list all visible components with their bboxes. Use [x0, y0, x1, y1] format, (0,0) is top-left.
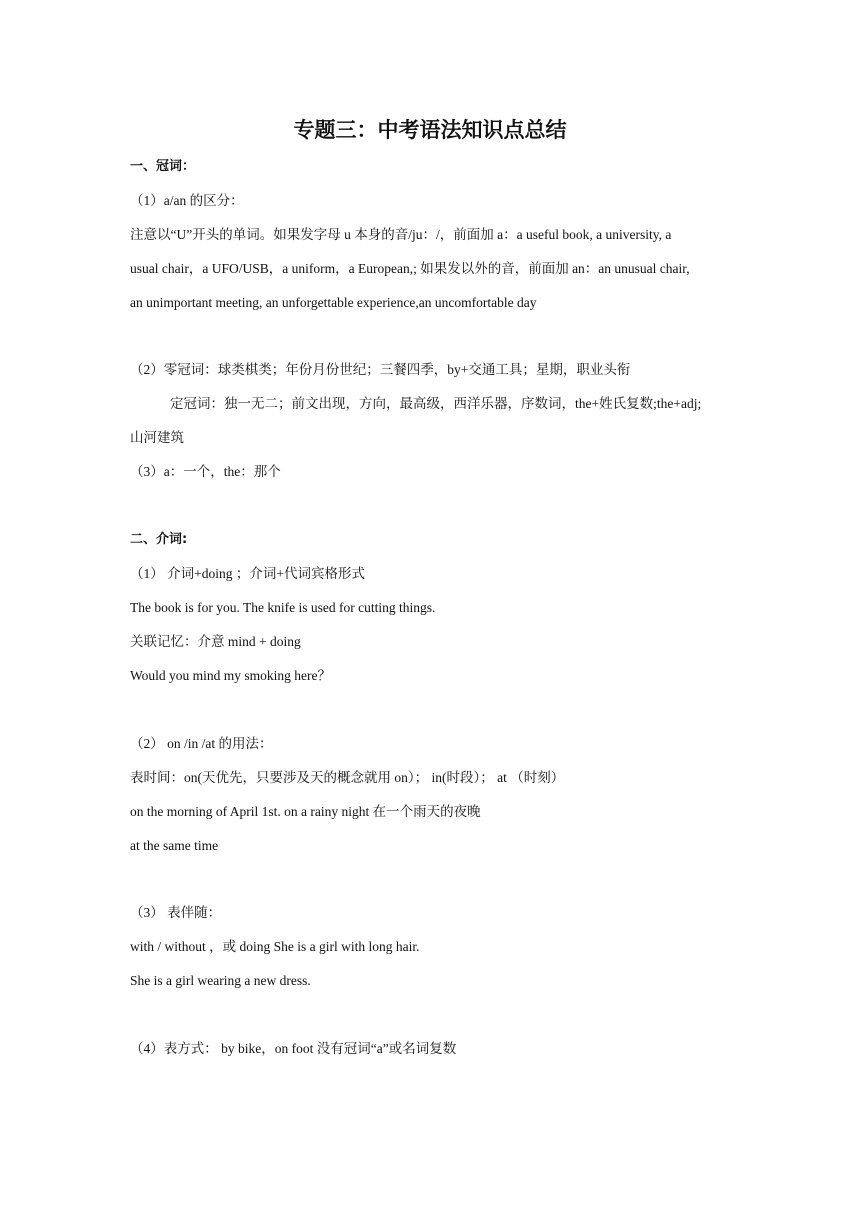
paragraph-line: on the morning of April 1st. on a rainy night 在一个雨天的夜晚 — [130, 804, 481, 819]
paragraph-line: an unimportant meeting, an unforgettable experience,an uncomfortable day — [130, 295, 537, 310]
paragraph-line: 定冠词：独一无二；前文出现，方向，最高级，西洋乐器，序数词，the+姓氏复数;the+adj; — [170, 396, 702, 411]
paragraph-line: 山河建筑 — [130, 430, 184, 445]
paragraph-line: at the same time — [130, 838, 219, 853]
paragraph-line: 注意以“U”开头的单词。如果发字母 u 本身的音/ju：/，前面加 a：a useful book, a university, a — [130, 227, 672, 242]
paragraph-line: （2）零冠词：球类棋类；年份月份世纪；三餐四季，by+交通工具；星期，职业头衔 — [130, 362, 631, 377]
paragraph-line: 表时间：on(天优先，只要涉及天的概念就用 on）； in(时段）； at （时刻） — [130, 770, 565, 785]
paragraph-line: （3）a：一个，the：那个 — [130, 464, 281, 479]
paragraph-line: （1） 介词+doing ；介词+代词宾格形式 — [130, 566, 365, 581]
paragraph-line: with / without ，或 doing She is a girl with long hair. — [130, 939, 420, 954]
paragraph-line: 关联记忆：介意 mind + doing — [130, 634, 301, 649]
paragraph-line: The book is for you. The knife is used for cutting things. — [130, 600, 436, 615]
section-heading-articles: 一、冠词： — [130, 159, 196, 174]
paragraph-line: （2） on /in /at 的用法： — [130, 736, 273, 751]
paragraph-line: （4）表方式： by bike，on foot 没有冠词“a”或名词复数 — [130, 1041, 457, 1056]
page-title: 专题三：中考语法知识点总结 — [293, 118, 567, 142]
paragraph-line: （3） 表伴随： — [130, 905, 222, 920]
paragraph-line: Would you mind my smoking here？ — [130, 668, 332, 683]
paragraph-line: She is a girl wearing a new dress. — [130, 973, 311, 988]
section-heading-prepositions: 二、介词: — [130, 532, 188, 547]
paragraph-line: usual chair，a UFO/USB，a uniform，a European,; 如果发以外的音，前面加 an：an unusual chair, — [130, 261, 690, 276]
paragraph-line: （1）a/an 的区分： — [130, 193, 244, 208]
